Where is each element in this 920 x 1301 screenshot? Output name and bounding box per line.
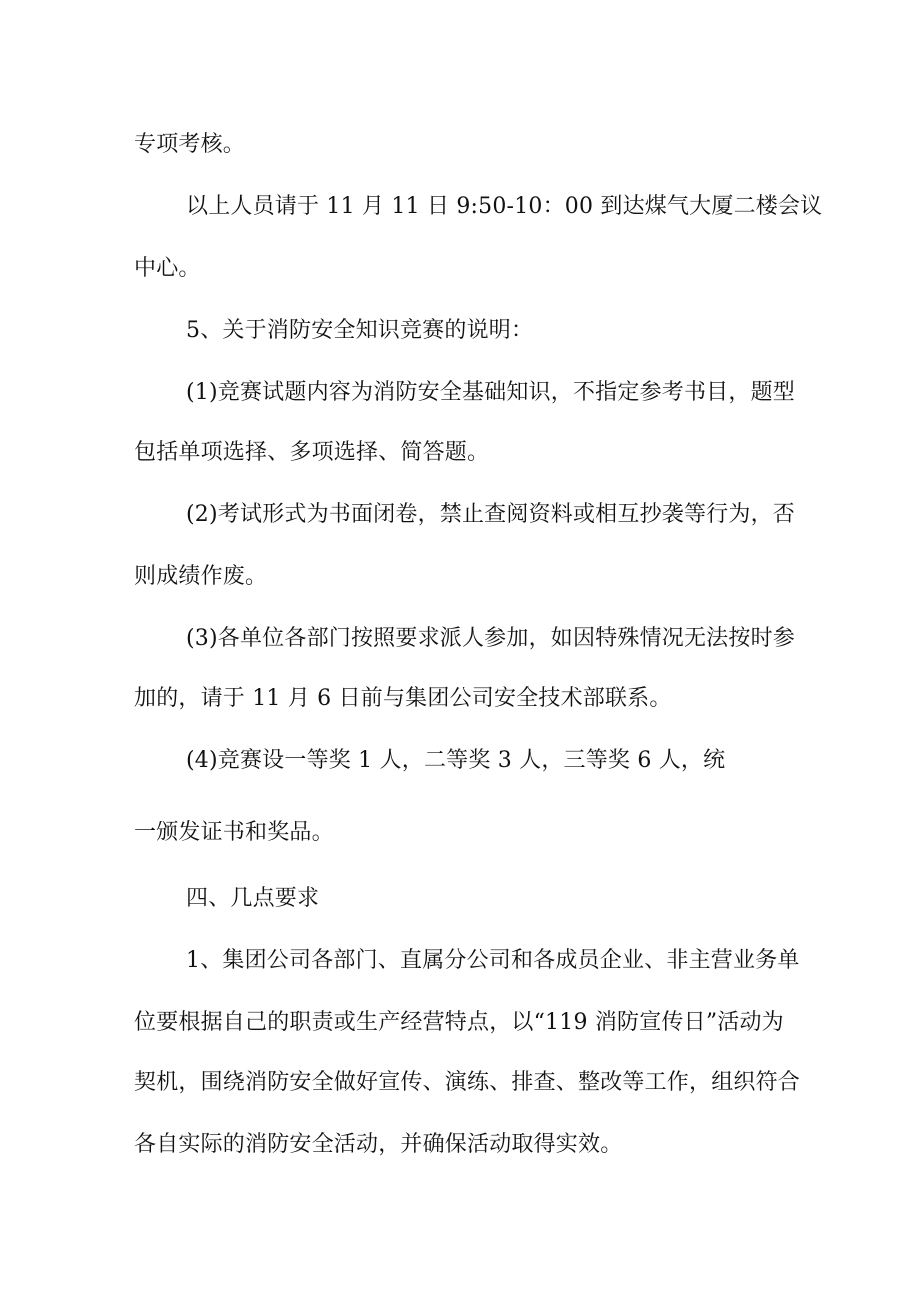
text-line-9: (3)各单位各部门按照要求派人参加，如因特殊情况无法按时参 [186, 626, 795, 651]
section-heading-contest: 5、关于消防安全知识竞赛的说明： [186, 318, 534, 343]
text-line-16: 契机，围绕消防安全做好宣传、演练、排查、整改等工作，组织符合 [134, 1070, 801, 1095]
text-line-7: (2)考试形式为书面闭卷，禁止查阅资料或相互抄袭等行为，否 [186, 502, 795, 527]
text-line-8: 则成绩作废。 [134, 564, 268, 589]
section-heading-requirements: 四、几点要求 [186, 886, 320, 911]
text-line-15: 位要根据自己的职责或生产经营特点，以“119 消防宣传日”活动为 [134, 1010, 784, 1035]
text-line-5: (1)竞赛试题内容为消防安全基础知识，不指定参考书目，题型 [186, 380, 795, 405]
text-line-17: 各自实际的消防安全活动，并确保活动取得实效。 [134, 1132, 623, 1157]
text-line-6: 包括单项选择、多项选择、简答题。 [134, 440, 490, 465]
text-line-14: 1、集团公司各部门、直属分公司和各成员企业、非主营业务单 [186, 948, 800, 973]
text-line-12: 一颁发证书和奖品。 [134, 820, 334, 845]
text-line-3: 中心。 [134, 256, 201, 281]
text-line-11: (4)竞赛设一等奖 1 人，二等奖 3 人，三等奖 6 人，统 [186, 748, 726, 773]
text-line-2: 以上人员请于 11 月 11 日 9:50-10：00 到达煤气大厦二楼会议 [186, 194, 823, 219]
text-line-10: 加的，请于 11 月 6 日前与集团公司安全技术部联系。 [134, 686, 672, 711]
text-line-1: 专项考核。 [134, 132, 246, 157]
